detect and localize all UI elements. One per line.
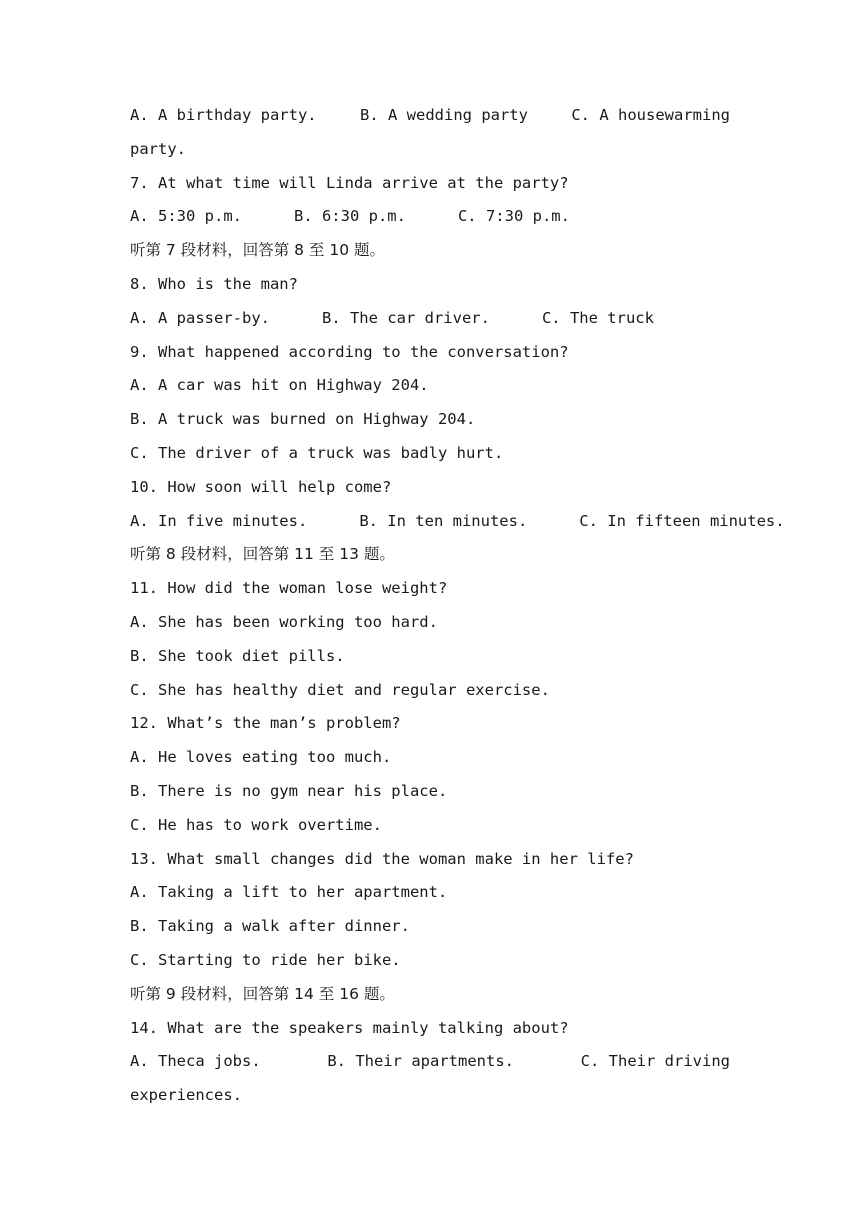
section-instruction: 听第 8 段材料，回答第 11 至 13 题。: [130, 545, 395, 564]
option-c: C. A housewarming: [571, 106, 730, 124]
question-list: [130, 99, 785, 1113]
question-line: 8. Who is the man?: [130, 274, 298, 293]
question-line: A. He loves eating too much.: [130, 748, 392, 767]
options-row: [130, 200, 730, 234]
option-a: A. A passer-by.: [130, 308, 270, 327]
question-line: 13. What small changes did the woman make in her life?: [130, 849, 634, 868]
option-a: A. In five minutes.: [130, 511, 308, 530]
question-line: 11. How did the woman lose weight?: [130, 579, 448, 598]
option-b: B. 6:30 p.m.: [293, 207, 406, 226]
option-a: A. 5:30 p.m.: [130, 207, 242, 226]
question-line: 7. At what time will Linda arrive at the party?: [130, 173, 569, 192]
option-b: B. In ten minutes.: [359, 511, 528, 530]
question-line: party.: [130, 139, 186, 158]
question-line: 10. How soon will help come?: [130, 477, 392, 496]
option-a: A. A birthday party.: [130, 106, 317, 124]
options-row: [130, 505, 785, 539]
question-line: 14. What are the speakers mainly talking about?: [130, 1018, 569, 1037]
options-row: [130, 99, 730, 133]
option-c: C. 7:30 p.m.: [457, 207, 570, 226]
option-b: B. A wedding party: [360, 106, 528, 124]
question-line: C. The driver of a truck was badly hurt.: [130, 443, 504, 462]
question-line: C. Starting to ride her bike.: [130, 950, 401, 969]
question-line: 12. What’s the man’s problem?: [130, 714, 401, 733]
options-row: [130, 1045, 730, 1079]
question-line: 9. What happened according to the conversation?: [130, 342, 569, 361]
question-line: A. Taking a lift to her apartment.: [130, 883, 448, 902]
question-line: C. She has healthy diet and regular exercise.: [130, 680, 550, 699]
section-instruction: 听第 7 段材料，回答第 8 至 10 题。: [130, 241, 386, 260]
question-line: B. A truck was burned on Highway 204.: [130, 410, 476, 429]
option-b: B. The car driver.: [321, 308, 490, 327]
option-c: C. Their driving: [580, 1052, 730, 1071]
option-c: C. The truck: [541, 308, 654, 327]
question-line: A. She has been working too hard.: [130, 612, 438, 631]
question-line: C. He has to work overtime.: [130, 815, 382, 834]
option-c: C. In fifteen minutes.: [579, 511, 785, 530]
option-b: B. Their apartments.: [327, 1052, 514, 1071]
question-line: experiences.: [130, 1086, 242, 1105]
question-line: B. There is no gym near his place.: [130, 781, 448, 800]
option-a: A. Theca jobs.: [130, 1052, 261, 1071]
section-instruction: 听第 9 段材料，回答第 14 至 16 题。: [130, 984, 395, 1003]
question-line: B. Taking a walk after dinner.: [130, 917, 410, 936]
options-row: [130, 302, 730, 336]
question-line: A. A car was hit on Highway 204.: [130, 376, 429, 395]
question-line: B. She took diet pills.: [130, 646, 345, 665]
